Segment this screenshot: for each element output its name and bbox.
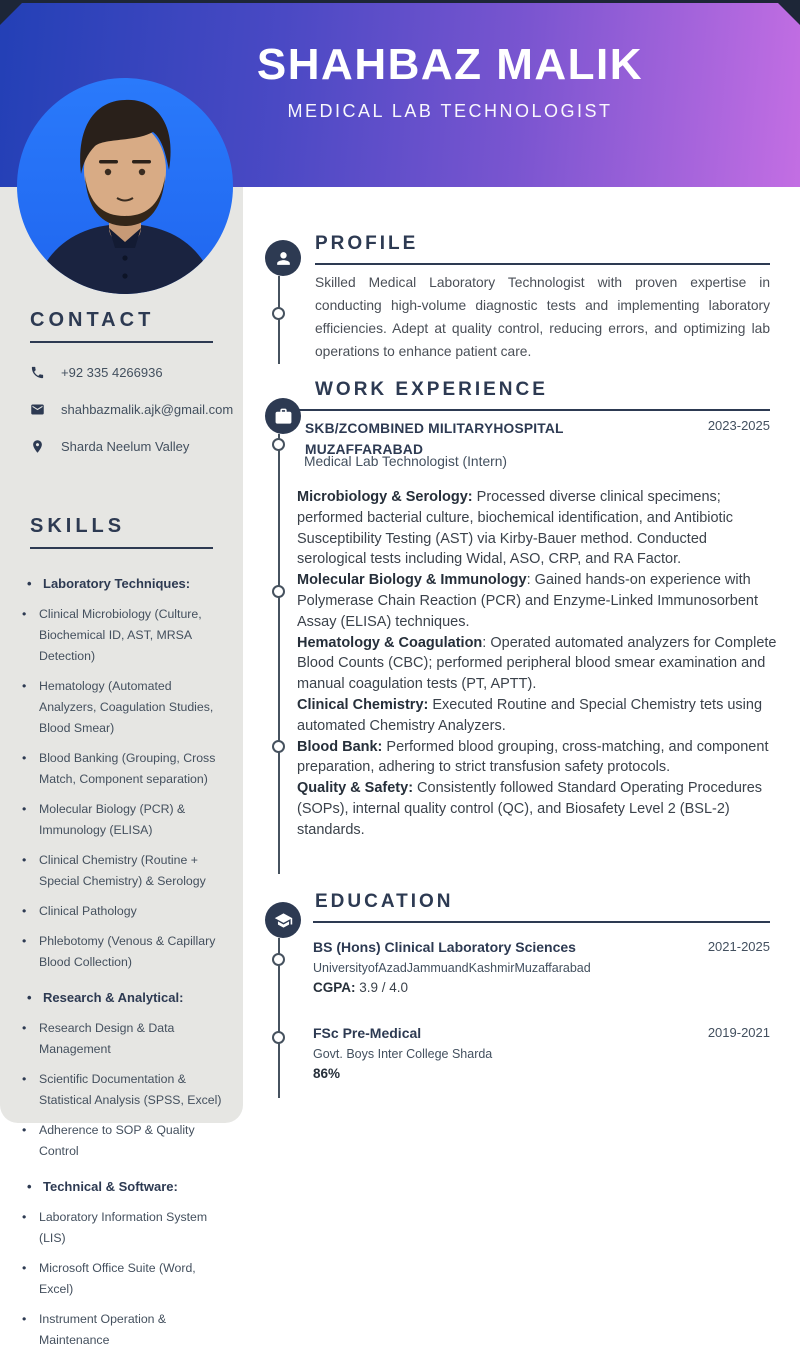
degree-name: FSc Pre-Medical (313, 1025, 422, 1041)
skill-item: • Hematology (Automated Analyzers, Coagulation Studies, Blood Smear) (22, 676, 230, 739)
header-identity (240, 40, 660, 122)
contact-heading-rule (30, 341, 213, 343)
timeline-segment (278, 276, 280, 364)
education-entry (313, 1025, 770, 1081)
phone-icon (30, 365, 45, 380)
skill-category: • Laboratory Techniques: (22, 573, 230, 594)
school-name: UniversityofAzadJammuandKashmirMuzaffarabad (313, 961, 591, 975)
skill-item: • Phlebotomy (Venous & Capillary Blood Collection) (22, 931, 230, 973)
education-section-marker (265, 902, 301, 938)
person-name: SHAHBAZ MALIK (256, 40, 644, 89)
employer-name: SKB/ZCOMBINED MILITARYHOSPITAL MUZAFFARABAD (305, 421, 564, 457)
work-heading-rule (293, 409, 770, 411)
work-section-marker (265, 398, 301, 434)
education-heading-rule (313, 921, 770, 923)
sidebar (0, 187, 243, 1347)
phone-number: +92 335 4266936 (61, 365, 163, 380)
portrait-illustration (17, 78, 233, 294)
job-role: Medical Lab Technologist (Intern) (304, 454, 507, 469)
skill-item: • Clinical Chemistry (Routine + Special Chemistry) & Serology (22, 850, 230, 892)
work-experience-heading: WORK EXPERIENCE (315, 379, 548, 400)
skill-item: • Molecular Biology (PCR) & Immunology (ELISA) (22, 799, 230, 841)
main-content (243, 187, 800, 1131)
skill-category: • Technical & Software: (22, 1176, 230, 1197)
skill-item: • Blood Banking (Grouping, Cross Match, Component separation) (22, 748, 230, 790)
skill-item: • Clinical Microbiology (Culture, Biochemical ID, AST, MRSA Detection) (22, 604, 230, 667)
duty-item: Microbiology & Serology: Processed diverse clinical specimens; performed bacterial culture, biochemical identification, and Antibiotic Susceptibility Testing (AST) via Kirby-Bauer method. Conducted serological tests including Widal, ASO, CRP, and RA Factor. (297, 489, 734, 568)
location-icon (30, 439, 45, 454)
profile-heading: PROFILE (315, 233, 419, 254)
profile-photo (17, 78, 233, 294)
skill-item: • Microsoft Office Suite (Word, Excel) (22, 1258, 230, 1300)
skill-item: • Scientific Documentation & Statistical Analysis (SPSS, Excel) (22, 1069, 230, 1111)
duty-item: Hematology & Coagulation: Operated automated analyzers for Complete Blood Counts (CBC); performed peripheral blood smear examination and manual coagulation tests (PT, APTT). (297, 634, 777, 693)
skills-heading-rule (30, 547, 213, 549)
contact-heading: CONTACT (30, 309, 155, 331)
contact-list (30, 365, 234, 454)
duty-item: Molecular Biology & Immunology: Gained hands-on experience with Polymerase Chain Reaction (PCR) and Enzyme-Linked Immunosorbent Assay (ELISA) techniques. (297, 572, 758, 630)
skill-item: • Laboratory Information System (LIS) (22, 1207, 230, 1249)
timeline-dot (272, 438, 285, 451)
timeline-dot (272, 740, 285, 753)
skills-list (22, 573, 230, 1351)
contact-item-phone (30, 365, 230, 380)
contact-section (30, 309, 234, 476)
score-line: 86% (313, 1066, 341, 1081)
timeline-dot (272, 307, 285, 320)
skill-item: • Adherence to SOP & Quality Control (22, 1120, 230, 1162)
job-title: MEDICAL LAB TECHNOLOGIST (287, 101, 613, 121)
duty-item: Blood Bank: Performed blood grouping, cross-matching, and component preparation, adhering to strict transfusion safety protocols. (297, 738, 769, 776)
contact-item-email (30, 402, 234, 417)
email-icon (30, 402, 45, 417)
duties-list (297, 487, 778, 841)
briefcase-icon (274, 407, 293, 426)
education-heading: EDUCATION (315, 891, 454, 912)
degree-name: BS (Hons) Clinical Laboratory Sciences (313, 939, 576, 955)
profile-heading-rule (315, 263, 770, 265)
skill-item: • Clinical Pathology (22, 901, 230, 922)
duty-item: Quality & Safety: Consistently followed Standard Operating Procedures (SOPs), internal quality control (QC), and Biosafety Level 2 (BSL-2) standards. (297, 780, 763, 838)
graduation-cap-icon (274, 911, 293, 930)
timeline-dot (272, 953, 285, 966)
education-entry (313, 939, 770, 995)
employment-dates: 2023-2025 (707, 418, 770, 433)
email-address: shahbazmalik.ajk@gmail.com (61, 402, 234, 417)
profile-section-marker (265, 240, 301, 276)
education-dates: 2021-2025 (707, 939, 770, 954)
score-line: CGPA: 3.9 / 4.0 (313, 980, 409, 995)
timeline-segment (278, 434, 280, 874)
profile-summary: Skilled Medical Laboratory Technologist with proven expertise in conducting high-volume diagnostic tests and implementing laboratory efficiencies. Adept at quality control, reducing errors, and optimizing lab operations to enhance patient care. (315, 275, 770, 359)
timeline-dot (272, 585, 285, 598)
contact-item-location (30, 439, 230, 454)
timeline-dot (272, 1031, 285, 1044)
skill-item: • Research Design & Data Management (22, 1018, 230, 1060)
profile-person-icon (274, 249, 293, 268)
skill-item: • Instrument Operation & Maintenance (22, 1309, 230, 1351)
education-dates: 2019-2021 (707, 1025, 770, 1040)
school-name: Govt. Boys Inter College Sharda (313, 1047, 493, 1061)
duty-item: Clinical Chemistry: Executed Routine and Special Chemistry tets using automated Chemistry Analyzers. (297, 696, 763, 734)
skill-category: • Research & Analytical: (22, 987, 230, 1008)
skills-section (22, 515, 230, 1360)
skills-heading: SKILLS (30, 515, 126, 537)
location-text: Sharda Neelum Valley (61, 439, 190, 454)
